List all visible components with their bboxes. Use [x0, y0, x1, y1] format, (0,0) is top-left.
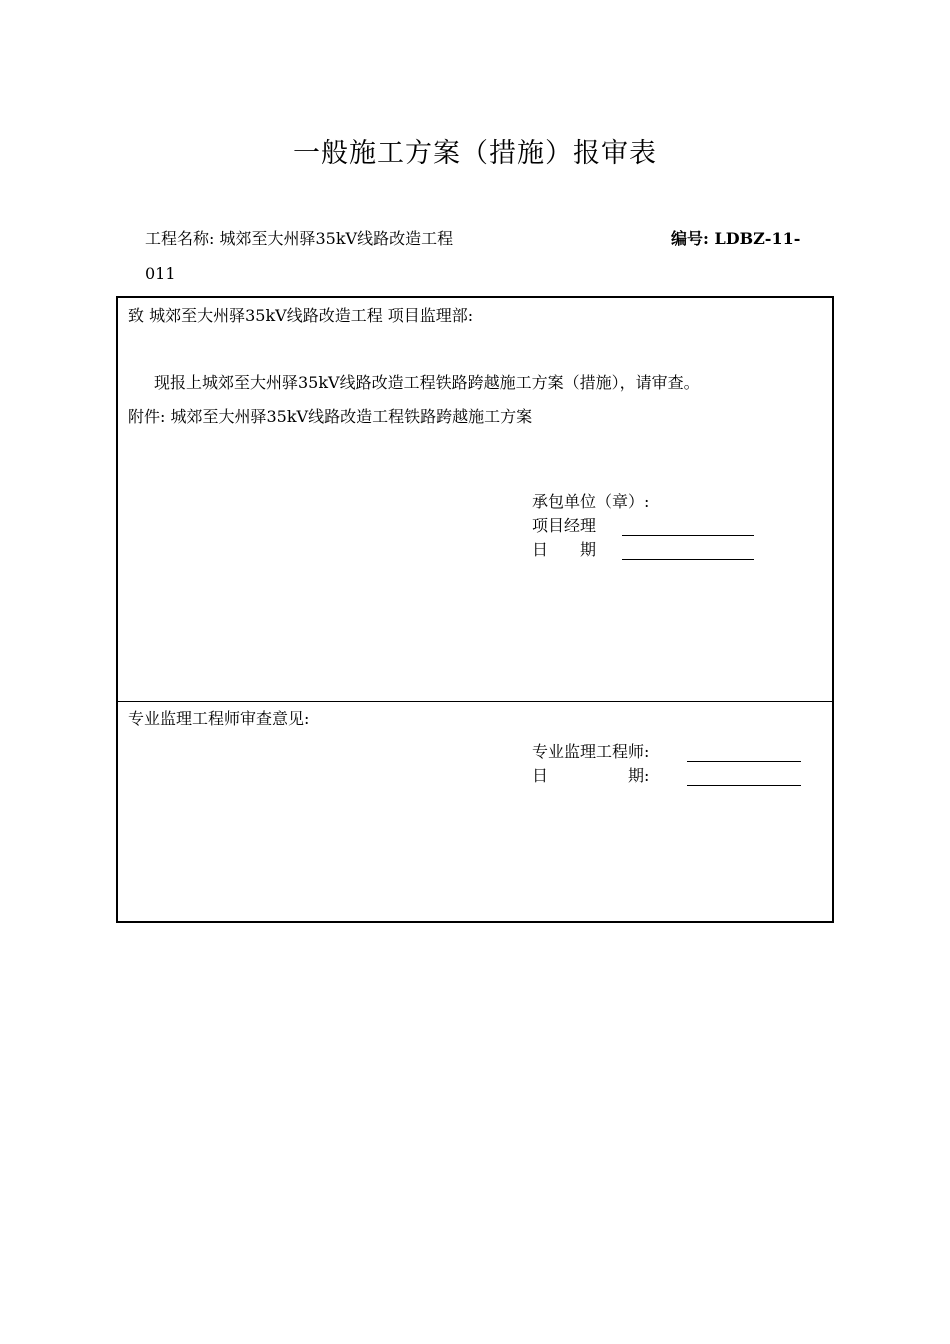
review-date-field[interactable] [687, 769, 801, 786]
document-number: 编号: LDBZ-11- [671, 229, 801, 248]
contractor-signature-block [532, 488, 754, 560]
manager-signature-field[interactable] [622, 519, 754, 536]
approval-form [116, 296, 834, 923]
section-divider [118, 701, 832, 702]
engineer-signature-field[interactable] [687, 745, 801, 762]
date-field[interactable] [622, 543, 754, 560]
attachment-text: 附件: 城郊至大州驿35kV线路改造工程铁路跨越施工方案 [128, 407, 533, 426]
manager-label: 项目经理 [532, 516, 597, 535]
addressee: 致 城郊至大州驿35kV线路改造工程 项目监理部: [128, 306, 474, 325]
page-title: 一般施工方案（措施）报审表 [293, 138, 657, 169]
review-opinion-label: 专业监理工程师审查意见: [128, 709, 310, 728]
engineer-label: 专业监理工程师: [532, 742, 650, 761]
project-name: 工程名称: 城郊至大州驿35kV线路改造工程 [145, 229, 454, 248]
date-label: 日 期 [532, 540, 597, 559]
submission-text: 现报上城郊至大州驿35kV线路改造工程铁路跨越施工方案（措施），请审查。 [154, 373, 700, 392]
contractor-label: 承包单位（章）: [532, 492, 650, 511]
engineer-signature-block [532, 738, 801, 786]
document-number-suffix: 011 [145, 264, 176, 283]
review-date-label: 日 期: [532, 766, 650, 785]
